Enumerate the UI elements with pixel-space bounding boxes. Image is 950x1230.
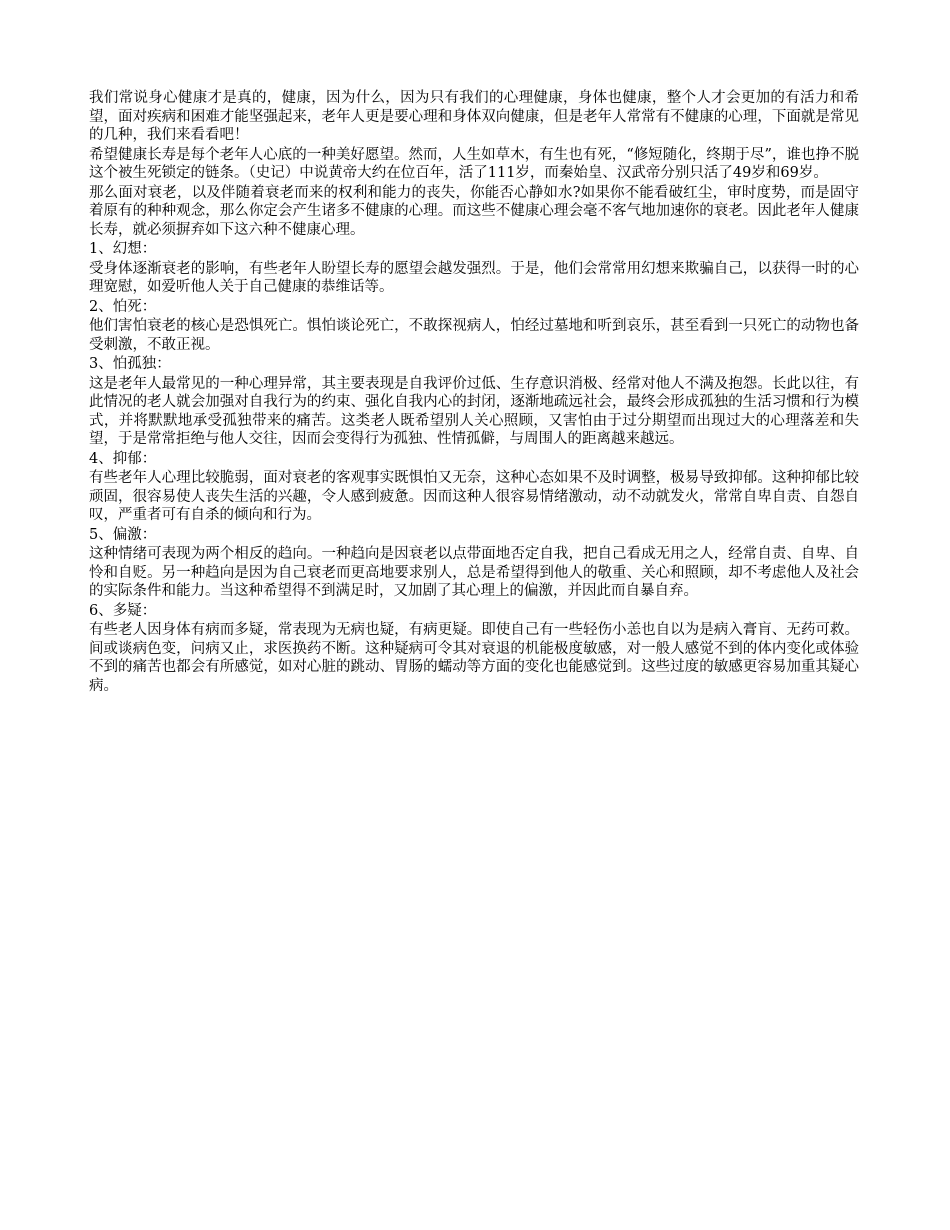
section-body-fear-of-loneliness: 这是老年人最常见的一种心理异常，其主要表现是自我评价过低、生存意识消极、经常对他人不满及抱怨。长此以往，有此情况的老人就会加强对自我行为的约束、强化自我内心的封闭，逐渐地疏远社会，最终会形成孤独的生活习惯和行为模式，并将默默地承受孤独带来的痛苦。这类老人既希望别人关心照顾，又害怕由于过分期望而出现过大的心理落差和失望，于是常常拒绝与他人交往，因而会变得行为孤独、性情孤僻，与周围人的距离越来越远。 — [89, 375, 859, 447]
section-heading-depression: 4、抑郁： — [89, 450, 157, 467]
section-body-fear-of-death: 他们害怕衰老的核心是恐惧死亡。惧怕谈论死亡，不敢探视病人，怕经过墓地和听到哀乐，甚至看到一只死亡的动物也备受刺激，不敢正视。 — [89, 318, 859, 353]
aging-paragraph: 那么面对衰老，以及伴随着衰老而来的权利和能力的丧失，你能否心静如水?如果你不能看破红尘，审时度势，而是固守着原有的种种观念，那么你定会产生诸多不健康的心理。而这些不健康心理会毫不客气地加速你的衰老。因此老年人健康长寿，就必须摒弃如下这六种不健康心理。 — [89, 184, 859, 238]
longevity-paragraph: 希望健康长寿是每个老年人心底的一种美好愿望。然而，人生如草木，有生也有死，“修短随化，终期于尽”，谁也挣不脱这个被生死锁定的链条。（史记）中说黄帝大约在位百年，活了111岁，而秦始皇、汉武帝分别只活了49岁和69岁。 — [89, 146, 859, 181]
document-body — [89, 89, 859, 696]
section-body-depression: 有些老年人心理比较脆弱，面对衰老的客观事实既惧怕又无奈，这种心态如果不及时调整，极易导致抑郁。这种抑郁比较顽固，很容易使人丧失生活的兴趣，令人感到疲惫。因而这种人很容易情绪激动，动不动就发火，常常自卑自责、自怨自叹，严重者可有自杀的倾向和行为。 — [89, 470, 859, 523]
section-heading-fear-of-death: 2、怕死： — [89, 298, 157, 315]
section-heading-extremism: 5、偏激： — [89, 526, 157, 543]
section-heading-suspicion: 6、多疑： — [89, 602, 157, 619]
section-heading-fear-of-loneliness: 3、怕孤独： — [89, 356, 171, 372]
section-body-suspicion: 有些老人因身体有病而多疑，常表现为无病也疑，有病更疑。即使自己有一些轻伤小恙也自以为是病入膏肓、无药可救。间或谈病色变，问病又止，求医换药不断。这种疑病可令其对衰退的机能极度敏感，对一般人感觉不到的体内变化或体验不到的痛苦也都会有所感觉，如对心脏的跳动、胃肠的蠕动等方面的变化也能感觉到。这些过度的敏感更容易加重其疑心病。 — [89, 622, 859, 694]
intro-paragraph: 我们常说身心健康才是真的，健康，因为什么，因为只有我们的心理健康，身体也健康，整个人才会更加的有活力和希望，面对疾病和困难才能坚强起来，老年人更是要心理和身体双向健康，但是老年人常常有不健康的心理，下面就是常见的几种，我们来看看吧！ — [89, 90, 859, 143]
section-body-fantasy: 受身体逐渐衰老的影响，有些老年人盼望长寿的愿望会越发强烈。于是，他们会常常用幻想来欺骗自己，以获得一时的心理宽慰，如爱听他人关于自己健康的恭维话等。 — [89, 260, 859, 295]
section-body-extremism: 这种情绪可表现为两个相反的趋向。一种趋向是因衰老以点带面地否定自我，把自己看成无用之人，经常自责、自卑、自怜和自贬。另一种趋向是因为自己衰老而更高地要求别人，总是希望得到他人的敬重、关心和照顾，却不考虑他人及社会的实际条件和能力。当这种希望得不到满足时，又加剧了其心理上的偏激，并因此而自暴自弃。 — [89, 546, 859, 599]
section-heading-fantasy: 1、幻想： — [89, 241, 157, 257]
